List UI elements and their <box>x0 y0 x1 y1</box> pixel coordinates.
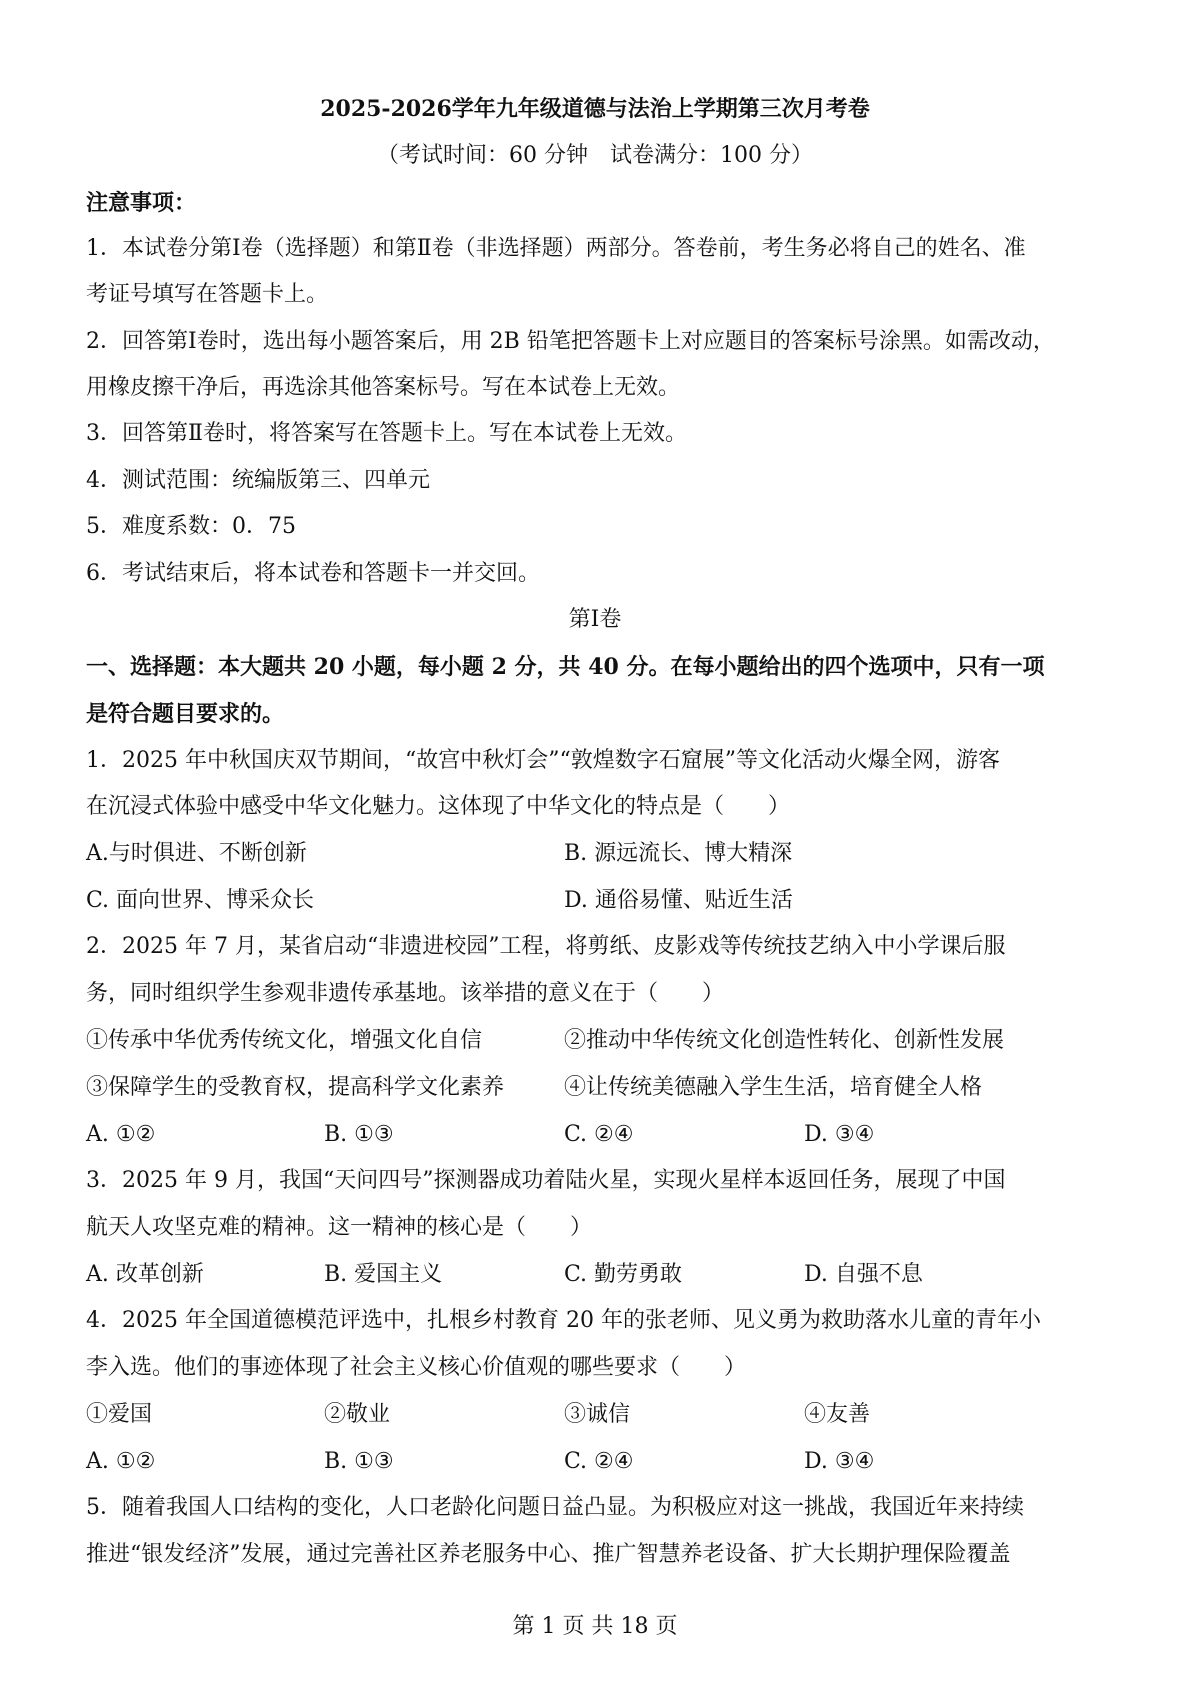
note-line: 5．难度系数：0．75 <box>86 514 296 539</box>
question-4-stem: 李入选。他们的事迹体现了社会主义核心价值观的哪些要求（ ） <box>86 1355 747 1380</box>
q2-option-d: D. ③④ <box>804 1122 875 1147</box>
q4-option-d: D. ③④ <box>804 1449 875 1474</box>
q1-option-b: B. 源远流长、博大精深 <box>564 841 793 866</box>
q3-option-a: A. 改革创新 <box>86 1262 204 1287</box>
q1-option-d: D. 通俗易懂、贴近生活 <box>564 888 793 913</box>
note-line: 1．本试卷分第Ⅰ卷（选择题）和第Ⅱ卷（非选择题）两部分。答卷前，考生务必将自己的姓名、准 <box>86 236 1026 261</box>
q4-option-a: A. ①② <box>86 1449 156 1474</box>
exam-title: 2025-2026学年九年级道德与法治上学期第三次月考卷 <box>320 96 870 122</box>
q4-statement-3: ③诚信 <box>564 1402 631 1427</box>
note-line: 6．考试结束后，将本试卷和答题卡一并交回。 <box>86 561 540 586</box>
q2-option-b: B. ①③ <box>324 1122 394 1147</box>
q1-option-c: C. 面向世界、博采众长 <box>86 888 315 913</box>
q2-option-a: A. ①② <box>86 1122 156 1147</box>
section-heading: 一、选择题：本大题共 20 小题，每小题 2 分，共 40 分。在每小题给出的四个选项中，只有一项 <box>86 654 1045 680</box>
note-line: 考证号填写在答题卡上。 <box>86 282 329 307</box>
question-4-stem: 4．2025 年全国道德模范评选中，扎根乡村教育 20 年的张老师、见义勇为救助落水儿童的青年小 <box>86 1308 1041 1333</box>
q4-option-b: B. ①③ <box>324 1449 394 1474</box>
exam-subtitle: （考试时间：60 分钟 试卷满分：100 分） <box>377 143 813 168</box>
q4-statement-1: ①爱国 <box>86 1402 153 1427</box>
section-heading: 是符合题目要求的。 <box>86 701 285 727</box>
notes-heading: 注意事项： <box>86 190 197 216</box>
question-1-stem: 1．2025 年中秋国庆双节期间，“故宫中秋灯会”“敦煌数字石窟展”等文化活动火爆全网，游客 <box>86 748 1000 773</box>
q2-statement-2: ②推动中华传统文化创造性转化、创新性发展 <box>564 1028 1005 1053</box>
q3-option-b: B. 爱国主义 <box>324 1262 443 1287</box>
q4-statement-2: ②敬业 <box>324 1402 391 1427</box>
page-footer: 第 1 页 共 18 页 <box>512 1614 678 1639</box>
note-line: 用橡皮擦干净后，再选涂其他答案标号。写在本试卷上无效。 <box>86 375 681 400</box>
question-1-stem: 在沉浸式体验中感受中华文化魅力。这体现了中华文化的特点是（ ） <box>86 794 791 819</box>
question-3-stem: 航天人攻坚克难的精神。这一精神的核心是（ ） <box>86 1215 593 1240</box>
question-5-stem: 推进“银发经济”发展，通过完善社区养老服务中心、推广智慧养老设备、扩大长期护理保险覆盖 <box>86 1542 1011 1567</box>
note-line: 4．测试范围：统编版第三、四单元 <box>86 468 430 493</box>
q2-option-c: C. ②④ <box>564 1122 634 1147</box>
q1-option-a: A.与时俱进、不断创新 <box>86 841 307 866</box>
q3-option-c: C. 勤劳勇敢 <box>564 1262 683 1287</box>
q4-option-c: C. ②④ <box>564 1449 634 1474</box>
q2-statement-4: ④让传统美德融入学生生活，培育健全人格 <box>564 1075 983 1100</box>
q2-statement-1: ①传承中华优秀传统文化，增强文化自信 <box>86 1028 483 1053</box>
q3-option-d: D. 自强不息 <box>804 1262 923 1287</box>
note-line: 3．回答第Ⅱ卷时，将答案写在答题卡上。写在本试卷上无效。 <box>86 421 687 446</box>
q4-statement-4: ④友善 <box>804 1402 871 1427</box>
question-2-stem: 2．2025 年 7 月，某省启动“非遗进校园”工程，将剪纸、皮影戏等传统技艺纳入中小学课后服 <box>86 934 1006 959</box>
part-title: 第Ⅰ卷 <box>568 607 622 632</box>
note-line: 2．回答第Ⅰ卷时，选出每小题答案后，用 2B 铅笔把答题卡上对应题目的答案标号涂黑。如需改动， <box>86 329 1055 354</box>
question-5-stem: 5．随着我国人口结构的变化，人口老龄化问题日益凸显。为积极应对这一挑战，我国近年来持续 <box>86 1495 1025 1520</box>
question-3-stem: 3．2025 年 9 月，我国“天问四号”探测器成功着陆火星，实现火星样本返回任务，展现了中国 <box>86 1168 1006 1193</box>
q2-statement-3: ③保障学生的受教育权，提高科学文化素养 <box>86 1075 505 1100</box>
question-2-stem: 务，同时组织学生参观非遗传承基地。该举措的意义在于（ ） <box>86 981 725 1006</box>
